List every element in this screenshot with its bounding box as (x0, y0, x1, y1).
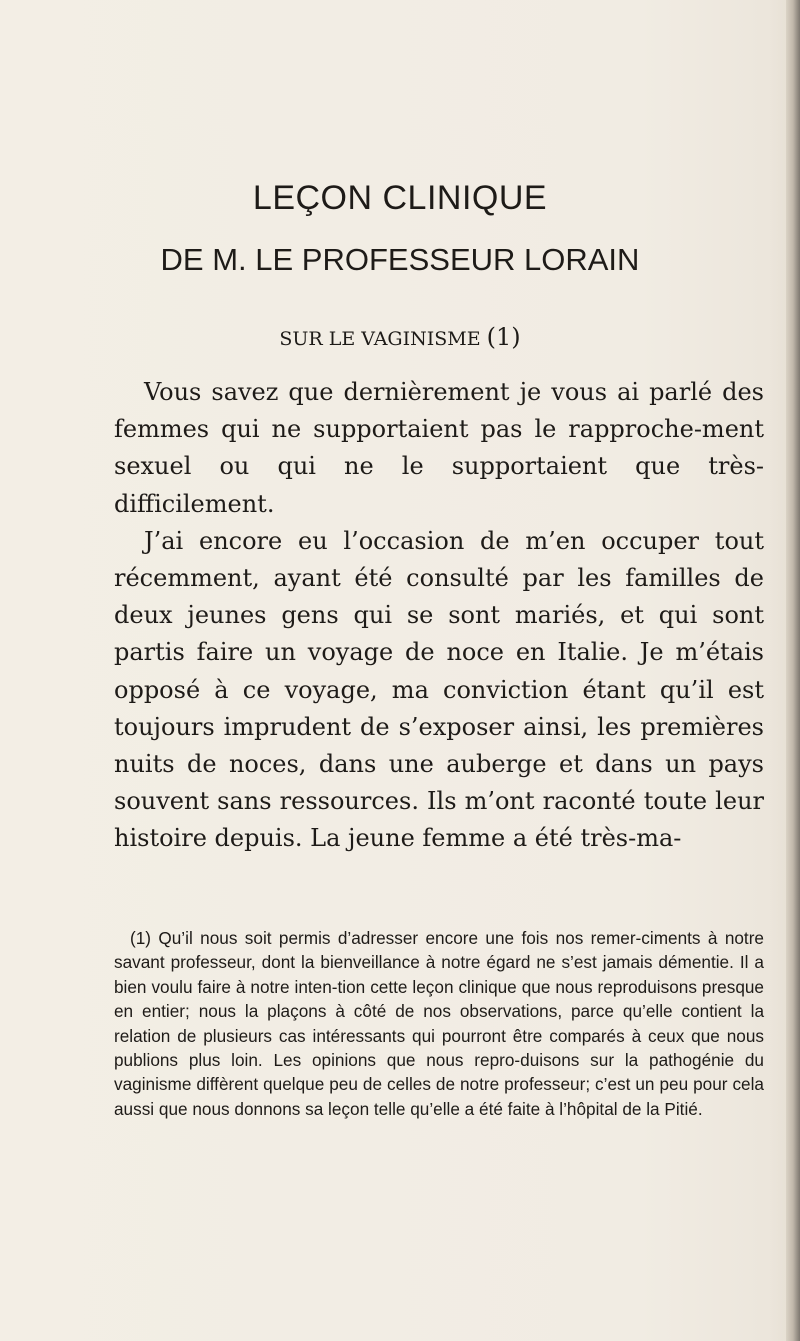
paragraph-1: Vous savez que dernièrement je vous ai parlé des femmes qui ne supportaient pas le rapproche-ment sexuel ou qui ne le supportaient que très-difficilement. (114, 378, 764, 518)
body-text (114, 374, 764, 858)
footnote (114, 926, 764, 1121)
paragraph-2: J’ai encore eu l’occasion de m’en occuper tout récemment, ayant été consulté par les familles de deux jeunes gens qui se sont mariés, et qui sont partis faire un voyage de noce en Italie. Je m’étais opposé à ce voyage, ma conviction étant qu’il est toujours imprudent de s’exposer ainsi, les premières nuits de noces, dans une auberge et dans un pays souvent sans ressources. Ils m’ont raconté toute leur histoire depuis. La jeune femme a été très-ma- (114, 526, 764, 853)
footnote-marker: (1) (486, 323, 521, 351)
subtitle (0, 325, 800, 351)
subtitle-text: SUR LE VAGINISME (279, 328, 481, 350)
title-line-1: LEÇON CLINIQUE (252, 179, 548, 217)
footnote-text: (1) Qu’il nous soit permis d’adresser encore une fois nos remer-ciments à notre savant professeur, dont la bienveillance à notre égard ne s’est jamais démentie. Il a bien voulu faire à notre inten-tion cette leçon clinique que nous reproduisons presque en entier; nous la plaçons à côté de nos observations, parce qu’elle contient la relation de plusieurs cas intéressants qui pourront être comparés à ceux que nous publions plus loin. Les opinions que nous repro-duisons sur la pathogénie du vaginisme diffèrent quelque peu de celles de notre professeur; c’est un peu pour cela aussi que nous donnons sa leçon telle qu’elle a été faite à l’hôpital de la Pitié. (114, 928, 764, 1119)
title-line-2: DE M. LE PROFESSEUR LORAIN (160, 242, 640, 277)
